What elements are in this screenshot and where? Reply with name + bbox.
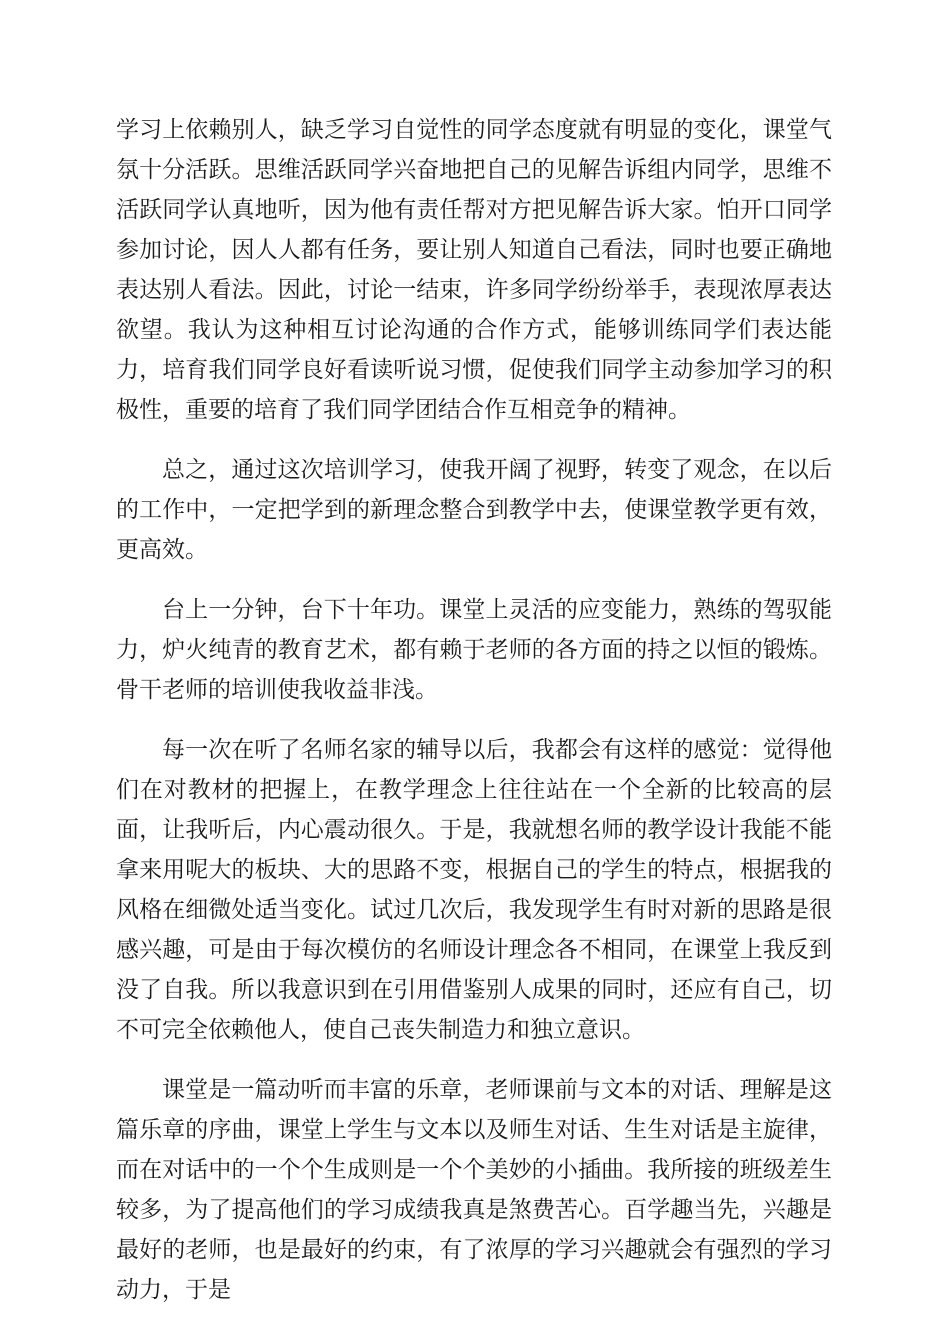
document-body [116, 110, 832, 1330]
paragraph-practice: 台上一分钟，台下十年功。课堂上灵活的应变能力，熟练的驾驭能力，炉火纯青的教育艺术，都有赖于老师的各方面的持之以恒的锻炼。骨干老师的培训使我收益非浅。 [116, 597, 832, 703]
paragraph-summary: 总之，通过这次培训学习，使我开阔了视野，转变了观念，在以后的工作中，一定把学到的新理念整合到教学中去，使课堂教学更有效，更高效。 [116, 457, 832, 563]
paragraph-classroom: 课堂是一篇动听而丰富的乐章，老师课前与文本的对话、理解是这篇乐章的序曲，课堂上学生与文本以及师生对话、生生对话是主旋律，而在对话中的一个个生成则是一个个美妙的小插曲。我所接的班级差生较多，为了提高他们的学习成绩我真是煞费苦心。百学趣当先，兴趣是最好的老师，也是最好的约束，有了浓厚的学习兴趣就会有强烈的学习动力，于是 [116, 1077, 832, 1303]
paragraph-master-teachers: 每一次在听了名师名家的辅导以后，我都会有这样的感觉：觉得他们在对教材的把握上，在教学理念上往往站在一个全新的比较高的层面，让我听后，内心震动很久。于是，我就想名师的教学设计我能不能拿来用呢大的板块、大的思路不变，根据自己的学生的特点，根据我的风格在细微处适当变化。试过几次后，我发现学生有时对新的思路是很感兴趣，可是由于每次模仿的名师设计理念各不相同，在课堂上我反到没了自我。所以我意识到在引用借鉴别人成果的同时，还应有自己，切不可完全依赖他人，使自己丧失制造力和独立意识。 [116, 737, 832, 1043]
paragraph-continuation: 学习上依赖别人，缺乏学习自觉性的同学态度就有明显的变化，课堂气氛十分活跃。思维活跃同学兴奋地把自己的见解告诉组内同学，思维不活跃同学认真地听，因为他有责任帮对方把见解告诉大家。怕开口同学参加讨论，因人人都有任务，要让别人知道自己看法，同时也要正确地表达别人看法。因此，讨论一结束，许多同学纷纷举手，表现浓厚表达欲望。我认为这种相互讨论沟通的合作方式，能够训练同学们表达能力，培育我们同学良好看读听说习惯，促使我们同学主动参加学习的积极性，重要的培育了我们同学团结合作互相竞争的精神。 [116, 117, 832, 423]
